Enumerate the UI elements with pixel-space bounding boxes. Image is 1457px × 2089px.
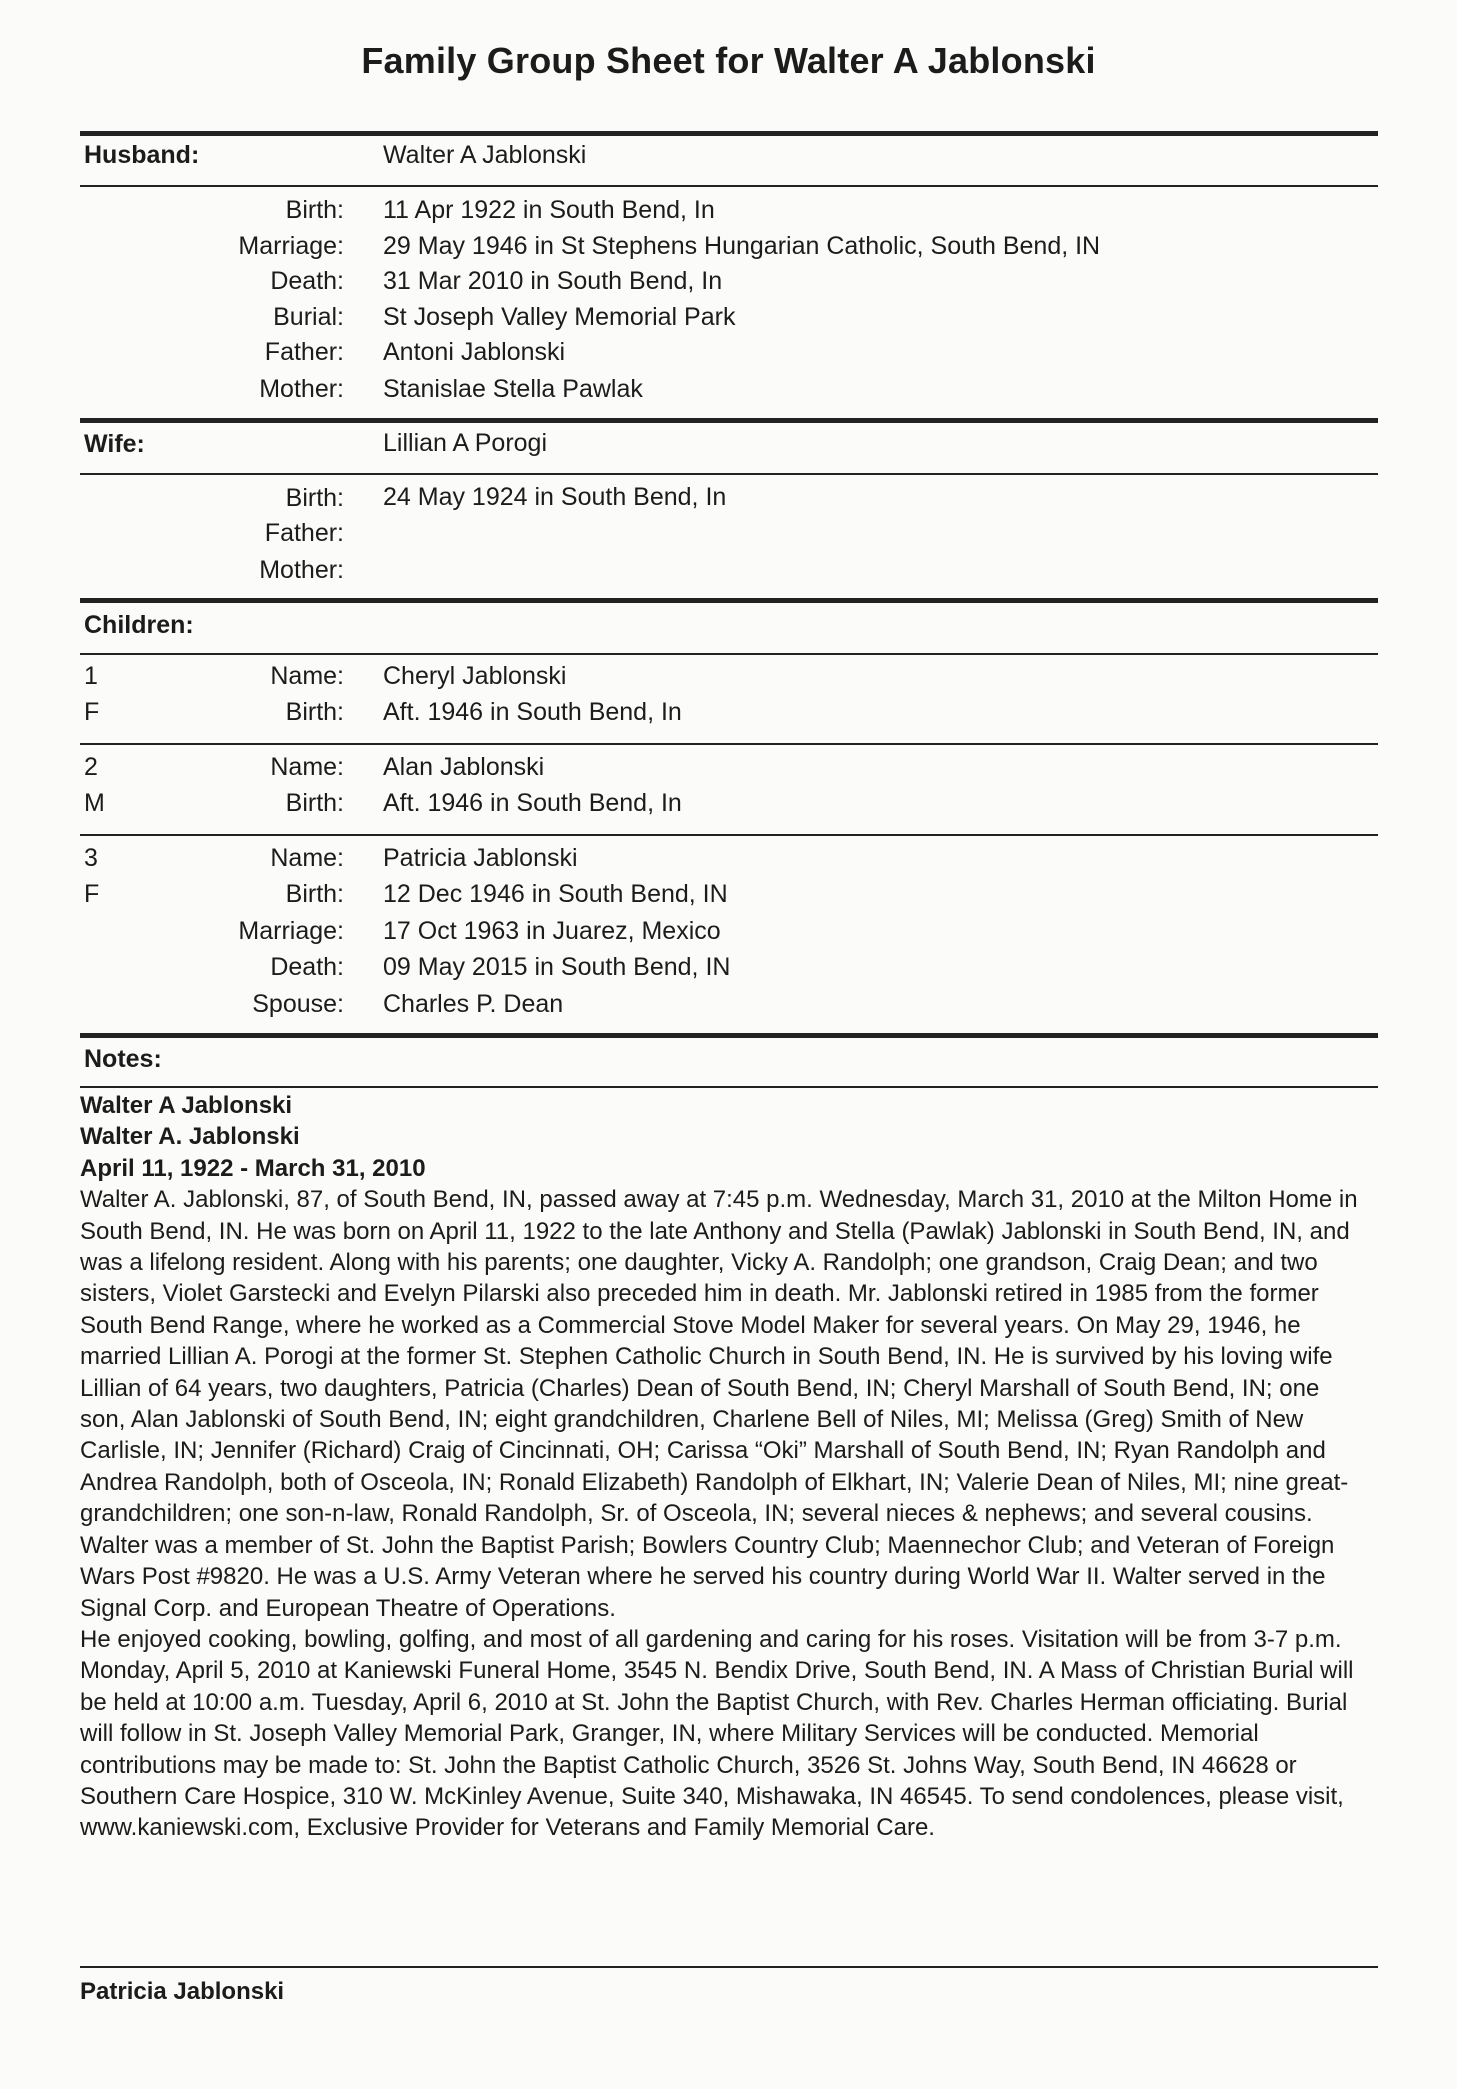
child-sex: F — [84, 698, 100, 726]
wife-father-label: Father: — [264, 519, 344, 547]
notes-person-heading: Walter A Jablonski — [80, 1092, 293, 1119]
husband-mother-label: Mother: — [259, 375, 344, 403]
wife-section-label: Wife: — [84, 430, 145, 458]
husband-marriage-label: Marriage: — [238, 232, 344, 260]
child-death-label: Death: — [270, 953, 344, 981]
child-birth-value: 12 Dec 1946 in South Bend, IN — [383, 880, 728, 908]
husband-father-value: Antoni Jablonski — [383, 338, 566, 366]
child-birth-label: Birth: — [285, 880, 344, 908]
child-birth-value: Aft. 1946 in South Bend, In — [383, 698, 682, 726]
section-divider — [80, 598, 1378, 603]
page-title: Family Group Sheet for Walter A Jablonski — [361, 40, 1096, 81]
child-number: 3 — [84, 844, 98, 872]
obituary-dates: April 11, 1922 - March 31, 2010 — [80, 1154, 426, 1182]
section-divider — [80, 418, 1378, 423]
child-birth-label: Birth: — [285, 789, 344, 817]
row-divider — [80, 1966, 1378, 1968]
row-divider — [80, 653, 1378, 655]
husband-name: Walter A Jablonski — [383, 141, 587, 169]
husband-burial-value: St Joseph Valley Memorial Park — [383, 303, 736, 331]
children-section-label: Children: — [84, 611, 194, 639]
wife-birth-label: Birth: — [285, 484, 344, 512]
child-spouse-label: Spouse: — [252, 990, 344, 1018]
row-divider — [80, 185, 1378, 187]
husband-death-label: Death: — [270, 267, 344, 295]
child-sex: M — [84, 789, 105, 817]
child-death-value: 09 May 2015 in South Bend, IN — [383, 953, 731, 981]
section-divider — [80, 1033, 1378, 1038]
wife-name: Lillian A Porogi — [383, 429, 548, 457]
wife-mother-label: Mother: — [259, 556, 344, 584]
husband-burial-label: Burial: — [273, 303, 344, 331]
section-divider — [80, 131, 1378, 136]
child-birth-label: Birth: — [285, 698, 344, 726]
child-name-label: Name: — [270, 844, 344, 872]
husband-father-label: Father: — [264, 338, 344, 366]
notes-body — [80, 1090, 1370, 1844]
obituary-paragraph: He enjoyed cooking, bowling, golfing, and most of all gardening and caring for his roses. Visitation will be from 3-7 p.m. Monday, April 5, 2010 at Kaniewski Funeral Home, 3545 N. Bendix Drive, South Bend, IN. A Mass of Christian Burial will be held at 10:00 a.m. Tuesday, April 6, 2010 at St. John the Baptist Church, with Rev. Charles Herman officiating. Burial will follow in St. Joseph Valley Memorial Park, Granger, IN, where Military Services will be conducted. Memorial contributions may be made to: St. John the Baptist Catholic Church, 3526 St. Johns Way, South Bend, IN 46628 or Southern Care Hospice, 310 W. McKinley Avenue, Suite 340, Mishawaka, IN 46545. To send condolences, please visit, www.kaniewski.com, Exclusive Provider for Veterans and Family Memorial Care. — [80, 1625, 1354, 1842]
obituary-name: Walter A. Jablonski — [80, 1123, 300, 1151]
husband-birth-value: 11 Apr 1922 in South Bend, In — [383, 196, 715, 224]
child-name-label: Name: — [270, 753, 344, 781]
child-number: 1 — [84, 662, 98, 690]
row-divider — [80, 743, 1378, 745]
child-name-label: Name: — [270, 662, 344, 690]
child-spouse-value: Charles P. Dean — [383, 990, 564, 1018]
child-name-value: Alan Jablonski — [383, 753, 545, 781]
row-divider — [80, 834, 1378, 836]
child-name-value: Patricia Jablonski — [383, 844, 578, 872]
child-sex: F — [84, 880, 100, 908]
notes-section-label: Notes: — [84, 1045, 162, 1073]
row-divider — [80, 473, 1378, 475]
husband-birth-label: Birth: — [285, 196, 344, 224]
obituary-paragraph: Walter A. Jablonski, 87, of South Bend, IN, passed away at 7:45 p.m. Wednesday, March 31, 2010 at the Milton Home in South Bend, IN. He was born on April 11, 1922 to the late Anthony and Stella (Pawlak) Jablonski in South Bend, IN, and was a lifelong resident. Along with his parents; one daughter, Vicky A. Randolph; one grandson, Craig Dean; and two sisters, Violet Garstecki and Evelyn Pilarski also preceded him in death. Mr. Jablonski retired in 1985 from the former South Bend Range, where he worked as a Commercial Stove Model Maker for several years. On May 29, 1946, he married Lillian A. Porogi at the former St. Stephen Catholic Church in South Bend, IN. He is survived by his loving wife Lillian of 64 years, two daughters, Patricia (Charles) Dean of South Bend, IN; Cheryl Marshall of South Bend, IN; one son, Alan Jablonski of South Bend, IN; eight grandchildren, Charlene Bell of Niles, MI; Melissa (Greg) Smith of New Carlisle, IN; Jennifer (Richard) Craig of Cincinnati, OH; Carissa “Oki” Marshall of South Bend, IN; Ryan Randolph and Andrea Randolph, both of Osceola, IN; Ronald Elizabeth) Randolph of Elkhart, IN; Valerie Dean of Niles, MI; nine great-grandchildren; one son-n-law, Ronald Randolph, Sr. of Osceola, IN; several nieces & nephews; and several cousins. Walter was a member of St. John the Baptist Parish; Bowlers Country Club; Maennechor Club; and Veteran of Foreign Wars Post #9820. He was a U.S. Army Veteran where he served his country during World War II. Walter served in the Signal Corp. and European Theatre of Operations. — [80, 1186, 1358, 1622]
child-marriage-value: 17 Oct 1963 in Juarez, Mexico — [383, 917, 721, 945]
wife-birth-value: 24 May 1924 in South Bend, In — [383, 483, 727, 511]
husband-death-value: 31 Mar 2010 in South Bend, In — [383, 267, 723, 295]
husband-section-label: Husband: — [84, 141, 200, 169]
next-person-heading: Patricia Jablonski — [80, 1978, 285, 2005]
child-birth-value: Aft. 1946 in South Bend, In — [383, 789, 682, 817]
child-name-value: Cheryl Jablonski — [383, 662, 567, 690]
husband-marriage-value: 29 May 1946 in St Stephens Hungarian Catholic, South Bend, IN — [383, 232, 1101, 260]
row-divider — [80, 1086, 1378, 1088]
child-marriage-label: Marriage: — [238, 917, 344, 945]
child-number: 2 — [84, 753, 98, 781]
husband-mother-value: Stanislae Stella Pawlak — [383, 375, 643, 403]
